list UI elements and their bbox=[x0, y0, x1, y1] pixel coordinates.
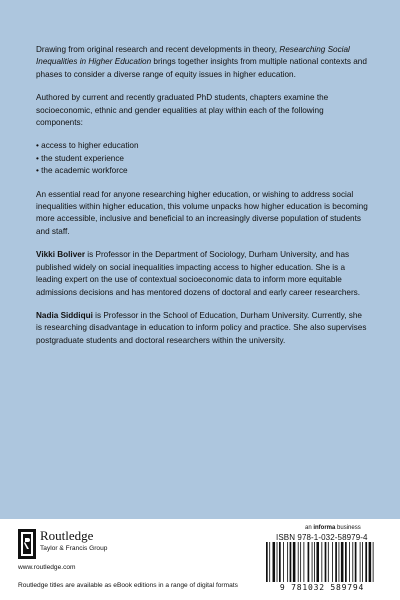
author-name: Nadia Siddiqui bbox=[36, 310, 93, 320]
list-item: • the student experience bbox=[36, 153, 124, 163]
book-title: Researching Social Inequalities in Higher Education bbox=[36, 45, 350, 67]
author-bio-text: is Professor in the School of Education, Durham University. Currently, she is researching disadvantage in education to inform policy and practice. She also supervises postgraduate students and doctoral researchers within the university. bbox=[36, 310, 367, 345]
informa-prefix: an bbox=[305, 525, 314, 531]
author-bio-boliver bbox=[36, 249, 370, 299]
list-item: • the academic workforce bbox=[36, 166, 128, 176]
informa-suffix: business bbox=[335, 525, 361, 531]
informa-tagline bbox=[305, 525, 361, 531]
isbn-barcode bbox=[258, 542, 386, 597]
intro-text-end: brings together insights from multiple national contexts and phases to consider a diverse range of equity issues in higher education. bbox=[36, 57, 367, 79]
publisher-url[interactable]: www.routledge.com bbox=[18, 564, 76, 571]
list-item: • access to higher education bbox=[36, 141, 139, 151]
publisher-footer bbox=[0, 519, 400, 600]
barcode-bars bbox=[258, 542, 386, 584]
routledge-logo-icon bbox=[18, 529, 36, 559]
author-name: Vikki Boliver bbox=[36, 250, 86, 260]
chapters-paragraph: Authored by current and recently graduated PhD students, chapters examine the socioeconomic, ethnic and gender equalities at play within each of the following components: bbox=[36, 93, 329, 128]
informa-brand: informa bbox=[313, 525, 336, 531]
ebook-note: Routledge titles are available as eBook editions in a range of digital formats bbox=[18, 582, 238, 589]
publisher-name: Routledge bbox=[40, 528, 94, 543]
isbn-label: ISBN 978-1-032-58979-4 bbox=[276, 533, 368, 542]
publisher-group: Taylor & Francis Group bbox=[40, 545, 108, 552]
components-list bbox=[36, 140, 370, 177]
intro-paragraph bbox=[36, 44, 370, 81]
author-bio-text: is Professor in the Department of Sociology, Durham University, and has published widely on social inequalities impacting access to higher education. She is a leading expert on the use of contextual socioeconomic data to inform more equitable admissions decisions and has mentored dozens of doctoral and early career researchers. bbox=[36, 250, 361, 297]
barcode-digits: 9 781032 589794 bbox=[279, 583, 365, 592]
summary-paragraph: An essential read for anyone researching higher education, or wishing to address social inequalities within higher education, this volume unpacks how higher education is becoming more accessible, inclusive and beneficial to an increasingly diverse population of students and staff. bbox=[36, 189, 368, 236]
author-bio-siddiqui bbox=[36, 310, 370, 347]
intro-text-start: Drawing from original research and recent developments in theory, bbox=[36, 45, 280, 54]
blurb bbox=[36, 44, 370, 358]
